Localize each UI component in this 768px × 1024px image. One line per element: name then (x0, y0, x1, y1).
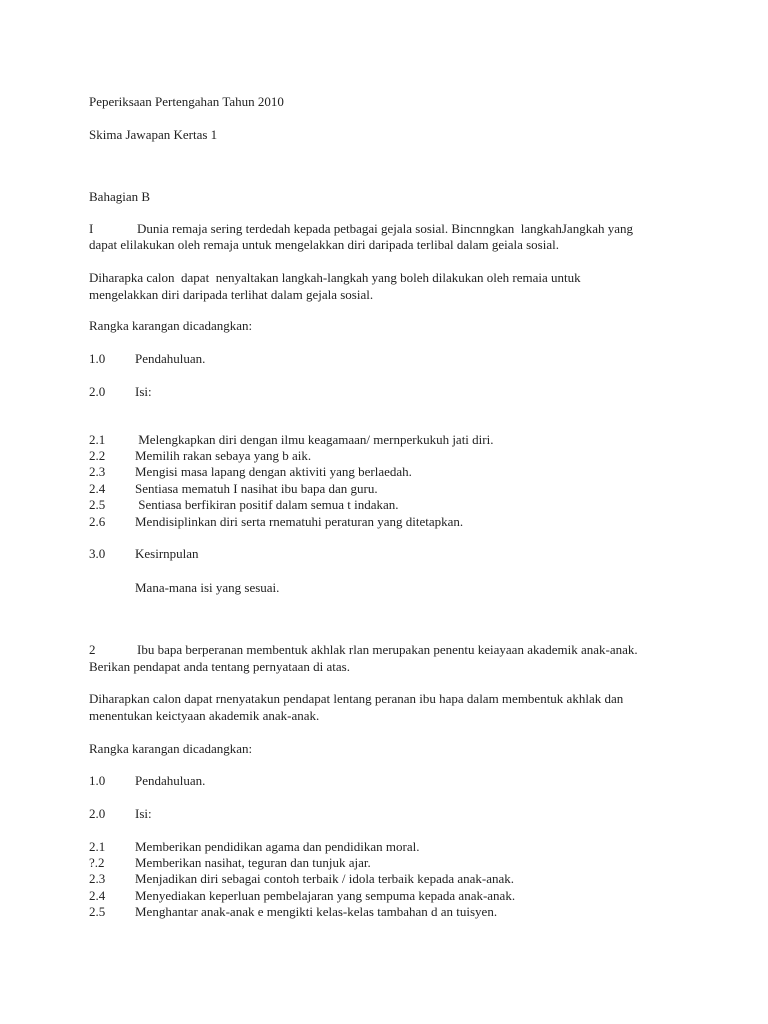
question-1-expectation-2: mengelakkan diri daripada terlihat dalam gejala sosial. (89, 287, 374, 302)
list-item (89, 888, 515, 904)
list-item (89, 464, 412, 480)
question-2-text-1: Ibu bapa berperanan membentuk akhlak rlan merupakan penentu keiayaan akademik anak-anak. (137, 642, 638, 657)
question-2-expectation-2: menentukan keictyaan akademik anak-anak. (89, 708, 320, 723)
list-item (89, 855, 371, 871)
question-2-intro-text: Pendahuluan. (135, 773, 206, 788)
list-item-num: 2.5 (89, 904, 106, 919)
question-2-number: 2 (89, 642, 96, 657)
question-2-intro (89, 773, 205, 789)
list-item-num: 2.6 (89, 514, 106, 529)
list-item-num: 2.5 (89, 497, 106, 512)
question-1-body (89, 384, 152, 400)
list-item-text: Mengisi masa lapang dengan aktiviti yang berlaedah. (135, 464, 412, 479)
list-item-num: 2.2 (89, 448, 106, 463)
list-item-text: Menghantar anak-anak e mengikti kelas-kelas tambahan d an tuisyen. (135, 904, 498, 919)
question-1-body-text: Isi: (135, 384, 152, 399)
question-1-conclusion-num: 3.0 (89, 546, 106, 561)
document-title: Peperiksaan Pertengahan Tahun 2010 (89, 94, 284, 109)
list-item (89, 514, 463, 530)
question-1-intro-text: Pendahuluan. (135, 351, 206, 366)
list-item-num: 2.4 (89, 481, 106, 496)
list-item-num: 2.1 (89, 432, 106, 447)
question-1-line-1 (89, 221, 633, 237)
list-item-num: ?.2 (89, 855, 105, 870)
question-1-expectation-1: Diharapka calon dapat nenyaltakan langkah-langkah yang boleh dilakukan oleh remaia untuk (89, 270, 581, 285)
question-1-note: Mana-mana isi yang sesuai. (135, 580, 280, 595)
question-1-outline-label: Rangka karangan dicadangkan: (89, 318, 253, 333)
question-2-body (89, 806, 152, 822)
list-item (89, 448, 311, 464)
question-1-text-1: Dunia remaja sering terdedah kepada petbagai gejala sosial. Bincnngkan langkahJangkah yang (137, 221, 633, 236)
list-item (89, 481, 378, 497)
list-item-num: 2.3 (89, 464, 106, 479)
list-item-text: Menyediakan keperluan pembelajaran yang sempuma kepada anak-anak. (135, 888, 516, 903)
list-item-text: Memberikan nasihat, teguran dan tunjuk ajar. (135, 855, 371, 870)
list-item-text: Memberikan pendidikan agama dan pendidikan moral. (135, 839, 420, 854)
question-2-line-1 (89, 642, 638, 658)
question-1-conclusion-text: Kesirnpulan (135, 546, 199, 561)
list-item-text: Sentiasa mematuh I nasihat ibu bapa dan guru. (135, 481, 378, 496)
list-item (89, 904, 497, 920)
section-heading: Bahagian B (89, 189, 151, 204)
list-item-text: Memilih rakan sebaya yang b aik. (135, 448, 312, 463)
list-item-text: Menjadikan diri sebagai contoh terbaik / idola terbaik kepada anak-anak. (135, 871, 515, 886)
question-1-line-2: dapat elilakukan oleh remaja untuk mengelakkan diri daripada terlibal dalam geiala sosial. (89, 237, 559, 252)
question-1-body-num: 2.0 (89, 384, 106, 399)
list-item-text: Melengkapkan diri dengan ilmu keagamaan/ mernperkukuh jati diri. (135, 432, 494, 447)
question-2-body-num: 2.0 (89, 806, 106, 821)
document-subtitle: Skima Jawapan Kertas 1 (89, 127, 218, 142)
question-2-outline-label: Rangka karangan dicadangkan: (89, 741, 253, 756)
list-item (89, 432, 493, 448)
list-item-num: 2.3 (89, 871, 106, 886)
question-1-conclusion (89, 546, 199, 562)
question-2-intro-num: 1.0 (89, 773, 106, 788)
list-item (89, 497, 399, 513)
list-item (89, 871, 514, 887)
list-item-text: Sentiasa berfikiran positif dalam semua t indakan. (135, 497, 399, 512)
question-2-expectation-1: Diharapkan calon dapat rnenyatakun pendapat lentang peranan ibu hapa dalam membentuk akhlak dan (89, 691, 624, 706)
question-1-intro (89, 351, 205, 367)
question-1-intro-num: 1.0 (89, 351, 106, 366)
question-1-number: I (89, 221, 94, 236)
list-item (89, 839, 419, 855)
list-item-num: 2.1 (89, 839, 106, 854)
question-2-body-text: Isi: (135, 806, 152, 821)
question-2-line-2: Berikan pendapat anda tentang pernyataan di atas. (89, 659, 350, 674)
list-item-num: 2.4 (89, 888, 106, 903)
list-item-text: Mendisiplinkan diri serta rnematuhi peraturan yang ditetapkan. (135, 514, 464, 529)
